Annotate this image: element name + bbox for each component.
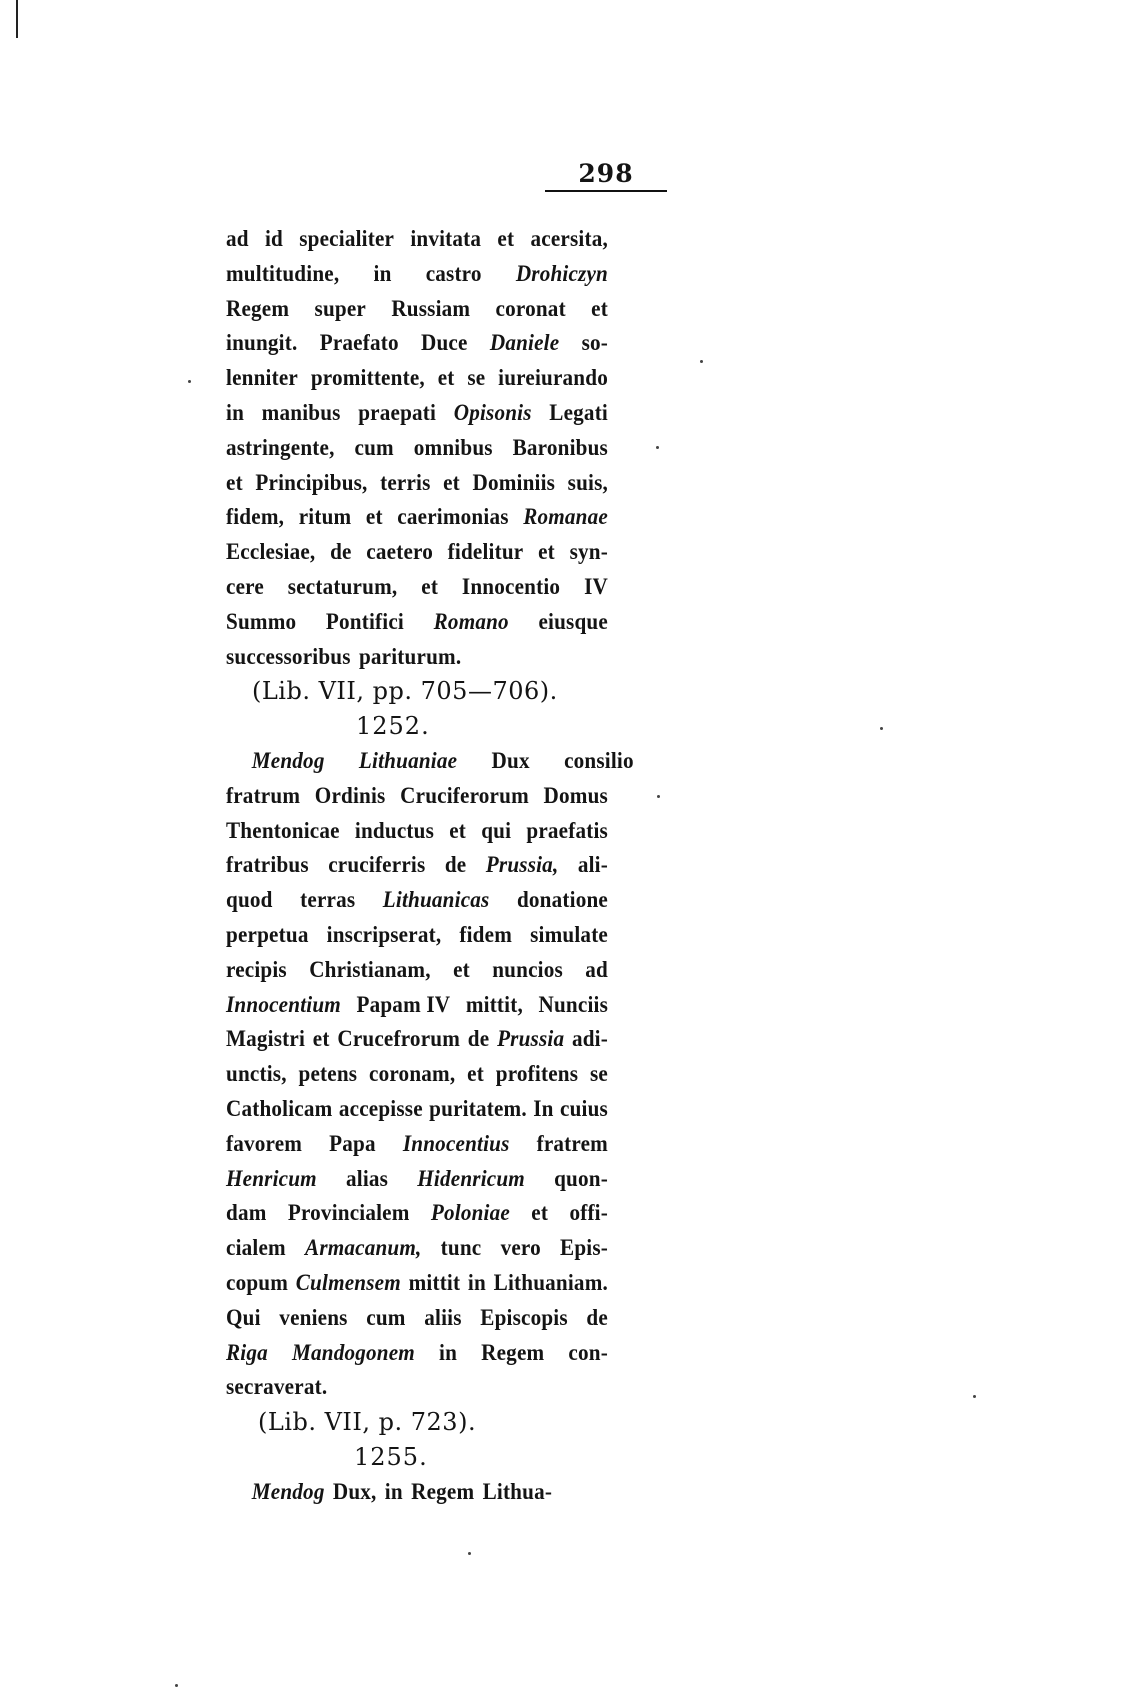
word: et (591, 295, 608, 321)
italic-word: Romanae (523, 504, 608, 530)
word: ritum (298, 504, 352, 530)
word: in (226, 399, 245, 425)
text-line (226, 744, 634, 779)
word: cum (366, 1304, 406, 1330)
word: Legati (549, 399, 609, 425)
text-line (226, 431, 608, 466)
word: petens (298, 1061, 358, 1087)
word: de (467, 1026, 490, 1052)
text-line (226, 1022, 608, 1057)
word: et (421, 573, 439, 599)
word: fidelitur (447, 539, 524, 565)
word: lenniter (226, 365, 298, 391)
italic-word: Poloniae (430, 1200, 510, 1226)
word: Episcopis (480, 1304, 568, 1330)
word: copum (226, 1269, 289, 1295)
word: Lithuaniam. (493, 1269, 608, 1295)
word: tunc (440, 1235, 482, 1261)
text-line (226, 466, 608, 501)
italic-word: Mendog (251, 1478, 325, 1504)
word: Epis- (560, 1235, 609, 1261)
word: Lithua- (482, 1478, 553, 1504)
word: alias (346, 1165, 389, 1191)
italic-word: Innocentius (402, 1130, 510, 1156)
scan-speck (188, 380, 191, 383)
word: Crucefrorum (337, 1026, 461, 1052)
word: in (384, 1478, 403, 1504)
word: Magistri (226, 1026, 306, 1052)
italic-word: Armacanum, (305, 1235, 422, 1261)
word: multitudine, (226, 260, 340, 286)
word: favorem (226, 1130, 303, 1156)
page-edge-mark (16, 0, 18, 38)
word: et (365, 504, 383, 530)
text-line (226, 953, 608, 988)
year-heading: 1252. (356, 712, 430, 741)
word: Papam IV (356, 991, 451, 1017)
word: et (449, 817, 467, 843)
word: Nunciis (538, 991, 609, 1017)
word: Regem (226, 295, 290, 321)
word: Summo (226, 608, 297, 634)
word: inungit. (226, 330, 298, 356)
word: Christianam, (309, 956, 431, 982)
text-line (226, 1162, 608, 1197)
word: astringente, (226, 434, 335, 460)
word: cum (354, 434, 394, 460)
word: super (314, 295, 366, 321)
text-line (226, 222, 608, 257)
word: fidem, (226, 504, 285, 530)
text-line (226, 326, 608, 361)
word: Catholicam (226, 1095, 333, 1121)
word: Dux, (332, 1478, 377, 1504)
text-line (226, 500, 608, 535)
word: specialiter (299, 226, 395, 251)
word: perpetua (226, 921, 309, 947)
word: offi- (569, 1200, 608, 1226)
text-line (226, 640, 608, 675)
word: Regem (411, 1478, 475, 1504)
word: de (330, 539, 352, 565)
word: Dominiis (472, 469, 556, 495)
text-line (226, 1475, 634, 1510)
word: inscripserat, (326, 921, 442, 947)
word: fratrem (536, 1130, 609, 1156)
text-line (226, 1092, 608, 1127)
word: in (373, 260, 392, 286)
word: id (264, 226, 283, 251)
word: Baronibus (512, 434, 608, 460)
page-number: 298 (578, 159, 634, 188)
text-line (226, 814, 608, 849)
word: Pontifici (325, 608, 404, 634)
word: cialem (226, 1235, 286, 1261)
text-line (226, 779, 608, 814)
word: accepisse (338, 1095, 423, 1121)
scan-speck (468, 1552, 471, 1555)
word: terras (300, 887, 356, 913)
word: promittente, (310, 365, 425, 391)
header-rule (545, 190, 667, 192)
text-line (226, 1370, 608, 1405)
word: Principibus, (255, 469, 368, 495)
word: secraverat. (226, 1374, 328, 1400)
italic-word: Riga (226, 1339, 268, 1365)
word: et (453, 956, 470, 982)
word: invitata (410, 226, 482, 251)
word: fidem (459, 921, 513, 947)
word: et (497, 226, 515, 251)
word: veniens (279, 1304, 348, 1330)
word: In (533, 1095, 554, 1121)
word: et (226, 469, 243, 495)
word: in (467, 1269, 486, 1295)
word: profitens (495, 1061, 579, 1087)
italic-word: Henricum (226, 1165, 317, 1191)
italic-word: Romano (433, 608, 509, 634)
text-line (226, 988, 608, 1023)
word: Cruciferorum (400, 782, 529, 808)
word: Qui (226, 1304, 261, 1330)
italic-word: Lithuaniae (358, 747, 458, 773)
word: adi- (571, 1026, 608, 1052)
word: manibus (261, 399, 341, 425)
word: cere (226, 573, 264, 599)
text-line (226, 570, 608, 605)
scan-speck (700, 360, 703, 363)
italic-word: Opisonis (453, 399, 532, 425)
word: praepati (358, 399, 437, 425)
word: donatione (516, 887, 608, 913)
text-line (226, 1336, 608, 1371)
word: ad (585, 956, 608, 982)
word: in (439, 1339, 458, 1365)
word: et (312, 1026, 330, 1052)
word: IV (584, 573, 608, 599)
word: mittit (408, 1269, 461, 1295)
word: de (586, 1304, 608, 1330)
text-line (226, 883, 608, 918)
word: Ecclesiae, (226, 539, 316, 565)
scan-speck (973, 1395, 976, 1398)
citation: (Lib. VII, pp. 705—706). (252, 677, 558, 706)
word: nuncios (492, 956, 563, 982)
word: recipis (226, 956, 287, 982)
word: ad (226, 226, 249, 251)
word: coronat (495, 295, 566, 321)
word: cuius (559, 1095, 608, 1121)
word: Innocentio (461, 573, 561, 599)
word: se (589, 1061, 608, 1087)
word: Ordinis (314, 782, 386, 808)
citation: (Lib. VII, p. 723). (258, 1408, 477, 1437)
word: fratrum (226, 782, 301, 808)
text-column (226, 222, 634, 1509)
word: coronam, (369, 1061, 456, 1087)
word: fratribus (226, 852, 309, 878)
text-line (226, 361, 608, 396)
word: aliis (424, 1304, 462, 1330)
scan-speck (880, 727, 883, 730)
word: Thentonicae (226, 817, 340, 843)
word: caerimonias (397, 504, 509, 530)
word: Praefato (319, 330, 399, 356)
word: castro (425, 260, 482, 286)
word: consilio (564, 747, 634, 773)
word: puritatem. (429, 1095, 527, 1121)
word: et (467, 1061, 484, 1087)
text-line (226, 396, 608, 431)
word: de (444, 852, 467, 878)
scan-speck (657, 795, 660, 798)
text-line (226, 848, 608, 883)
text-line (226, 257, 608, 292)
text-line (226, 1301, 608, 1336)
word: vero (500, 1235, 541, 1261)
italic-word: Drohiczyn (515, 260, 609, 286)
word: iureiurando (498, 365, 608, 391)
word: quod (226, 887, 273, 913)
word: pariturum. (358, 643, 462, 669)
text-line (226, 1266, 608, 1301)
word: ali- (577, 852, 608, 878)
text-line (226, 605, 608, 640)
word: Domus (543, 782, 608, 808)
italic-word: Mendog (251, 747, 325, 773)
text-line (226, 1196, 608, 1231)
text-line (226, 1057, 608, 1092)
word: con- (568, 1339, 608, 1365)
word: so- (581, 330, 609, 356)
word: Papa (329, 1130, 376, 1156)
word: Duce (421, 330, 468, 356)
word: suis, (567, 469, 609, 495)
word: acersita, (530, 226, 608, 251)
text-line (226, 535, 608, 570)
italic-word: Hidenricum (417, 1165, 525, 1191)
year-heading: 1255. (354, 1442, 428, 1471)
word: sectaturum, (287, 573, 398, 599)
italic-word: Daniele (489, 330, 560, 356)
word: et (437, 365, 455, 391)
word: se (467, 365, 486, 391)
text-line (226, 1231, 608, 1266)
italic-word: Prussia (497, 1026, 565, 1052)
word: successoribus (226, 643, 351, 669)
italic-word: Culmensem (295, 1269, 401, 1295)
text-line (226, 918, 608, 953)
word: praefatis (526, 817, 608, 843)
word: Dux (491, 747, 530, 773)
scan-speck (175, 1684, 178, 1687)
word: simulate (530, 921, 609, 947)
text-line (226, 1127, 608, 1162)
word: eiusque (538, 608, 608, 634)
word: qui (481, 817, 512, 843)
word: cruciferris (328, 852, 426, 878)
text-line (226, 292, 608, 327)
word: omnibus (413, 434, 493, 460)
word: caetero (366, 539, 433, 565)
word: mittit, (465, 991, 523, 1017)
word: et (538, 539, 555, 565)
word: et (531, 1200, 549, 1226)
word: et (443, 469, 460, 495)
italic-word: Lithuanicas (382, 887, 490, 913)
word: unctis, (226, 1061, 287, 1087)
word: syn- (569, 539, 608, 565)
word: dam (226, 1200, 267, 1226)
word: quon- (554, 1165, 608, 1191)
italic-word: Innocentium (226, 991, 341, 1017)
word: inductus (354, 817, 435, 843)
scan-speck (656, 446, 659, 449)
word: Russiam (391, 295, 471, 321)
word: terris (380, 469, 431, 495)
italic-word: Mandogonem (291, 1339, 415, 1365)
italic-word: Prussia, (485, 852, 559, 878)
word: Provincialem (287, 1200, 410, 1226)
word: Regem (481, 1339, 545, 1365)
